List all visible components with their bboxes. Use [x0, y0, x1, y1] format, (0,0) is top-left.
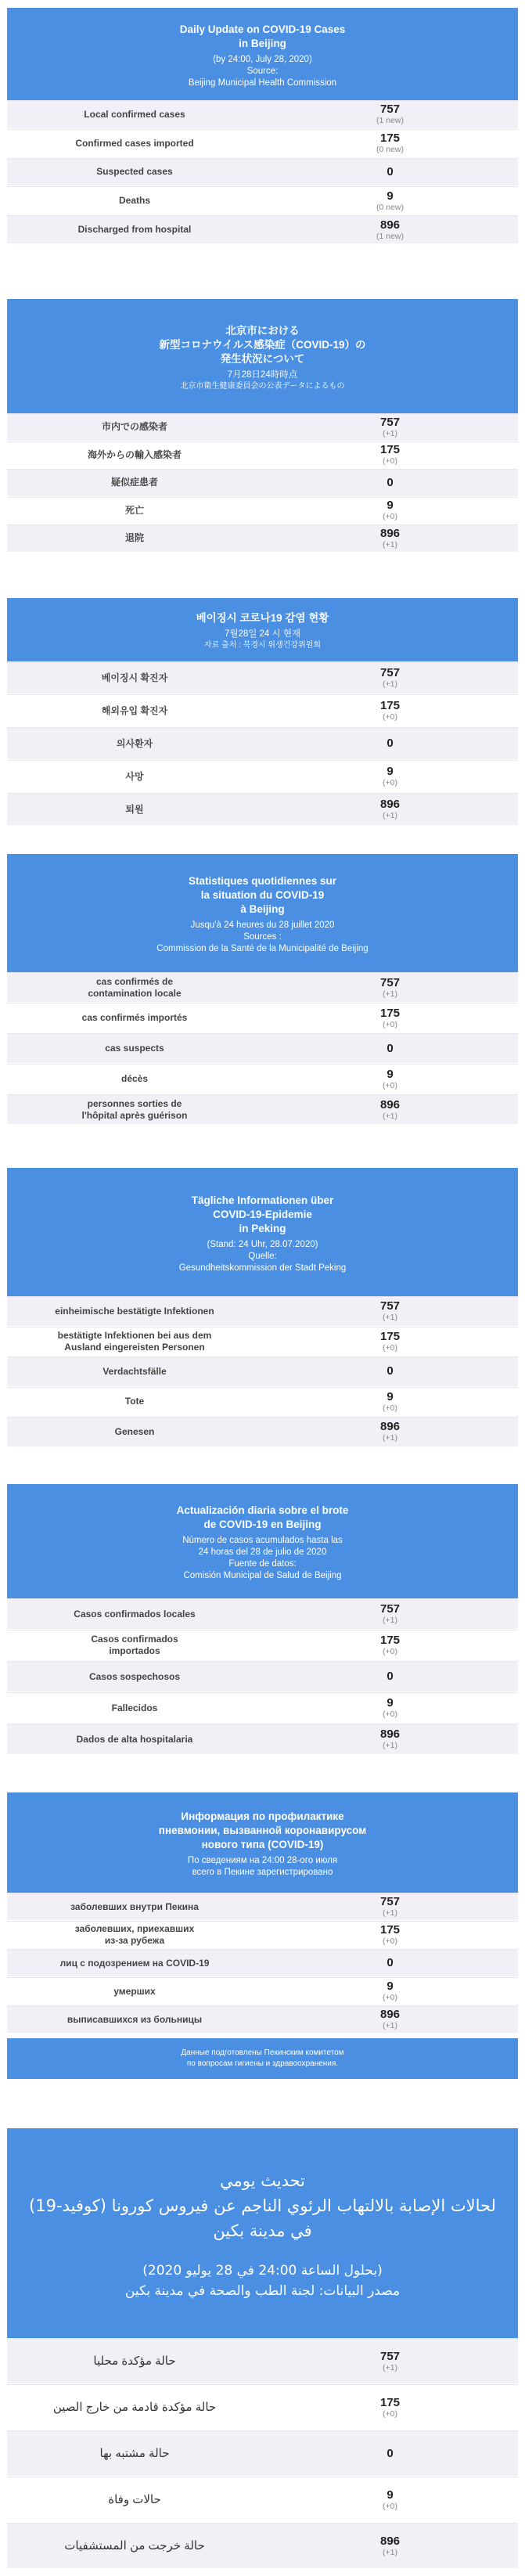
stat-value: 757	[379, 2349, 401, 2363]
stat-label: 사망	[125, 770, 144, 782]
stat-value: 175	[379, 1923, 401, 1937]
stats-table	[7, 972, 518, 1125]
card-header	[7, 1168, 518, 1296]
card-subtitle-line: (بحلول الساعة 24:00 في 28 يوليو 2020)	[142, 2263, 383, 2279]
stat-label: Dados de alta hospitalaria	[76, 1733, 193, 1745]
stat-label: Suspected cases	[96, 166, 173, 178]
stat-value-cell	[262, 1421, 518, 1443]
stat-value-cell	[262, 132, 518, 154]
stat-label: Casos confirmados locales	[74, 1608, 196, 1619]
stat-value-cell	[262, 103, 518, 125]
stats-row	[7, 1003, 518, 1033]
card-subtitle-line: (Stand: 24 Uhr, 28.07.2020)	[207, 1239, 318, 1249]
stats-row	[7, 1692, 518, 1724]
stat-value-cell	[262, 1670, 518, 1683]
stat-value: 896	[379, 218, 401, 232]
card-subtitle-line: всего в Пекине зарегистрировано	[192, 1868, 333, 1877]
stats-row	[7, 158, 518, 187]
card-title: Daily Update on COVID-19 Cases in Beijing	[179, 23, 346, 49]
card-subtitle-line: Gesundheitskommission der Stadt Peking	[178, 1263, 347, 1273]
card-subtitle-line: (by 24:00, July 28, 2020)	[213, 54, 312, 64]
stat-label: حالة مؤكدة قادمة من خارج الصين	[52, 2401, 217, 2414]
stat-value-cell	[262, 1634, 518, 1656]
stat-value-cell	[262, 166, 518, 178]
stats-row	[7, 1630, 518, 1661]
stat-value: 757	[379, 415, 401, 429]
stat-label: выписавшихся из больницы	[67, 2013, 203, 2025]
stats-table	[7, 2338, 518, 2569]
stat-value: 175	[379, 1634, 401, 1647]
stats-table	[7, 1296, 518, 1447]
stat-label: 市内での感染者	[101, 421, 167, 433]
card-subtitle-line: Jusqu'à 24 heures du 28 juillet 2020	[190, 921, 335, 930]
card-header	[7, 2128, 518, 2338]
stat-value-cell	[262, 1391, 518, 1413]
stats-table	[7, 1893, 518, 2034]
stats-row	[7, 2005, 518, 2034]
stat-label: cas suspects	[105, 1043, 164, 1054]
stat-value-cell	[262, 977, 518, 999]
stat-label: Confirmed cases imported	[75, 137, 194, 149]
stats-row	[7, 727, 518, 760]
stat-value: 757	[379, 666, 401, 679]
stats-row	[7, 1893, 518, 1921]
stat-value: 757	[379, 975, 401, 989]
stats-row	[7, 1296, 518, 1327]
stat-change: (+1)	[383, 1111, 397, 1121]
stat-change: (+0)	[383, 1993, 397, 2002]
stat-value-cell	[262, 1697, 518, 1719]
stat-value-cell	[262, 1603, 518, 1625]
stats-row	[7, 1661, 518, 1692]
stat-value-cell	[262, 2489, 518, 2511]
stat-change: (+1)	[383, 539, 397, 549]
stats-row	[7, 760, 518, 793]
card-header	[7, 854, 518, 972]
stats-row	[7, 2523, 518, 2569]
stat-change: (+0)	[383, 1342, 397, 1353]
stat-value: 175	[379, 132, 401, 146]
stat-value: 757	[379, 103, 401, 117]
stat-value: 9	[387, 1389, 394, 1403]
card-title: Tägliche Informationen über COVID-19-Epidemie in Peking	[191, 1194, 334, 1234]
stat-change: (+1)	[383, 2362, 397, 2372]
stat-label: 疑似症患者	[110, 477, 158, 488]
stats-row	[7, 972, 518, 1003]
stat-value-cell	[262, 190, 518, 212]
stats-row	[7, 1033, 518, 1064]
stats-row	[7, 2430, 518, 2477]
card-subtitle-line: Comisión Municipal de Salud de Beijing	[183, 1571, 342, 1580]
card-subtitle-line: 北京市衛生健康委員会の公表データによるもの	[180, 381, 345, 391]
card-header	[7, 8, 518, 100]
stats-row	[7, 413, 518, 441]
stat-value: 9	[387, 189, 394, 203]
card-subtitle-line: Número de casos acumulados hasta las	[182, 1536, 343, 1545]
stat-value: 0	[387, 164, 394, 178]
stat-value-cell	[262, 2448, 518, 2460]
stats-row	[7, 497, 518, 525]
stat-label: умерших	[113, 1985, 156, 1997]
stat-change: (+0)	[383, 1080, 397, 1090]
stat-label: Tote	[124, 1396, 145, 1407]
card-header	[7, 299, 518, 413]
stat-value-cell	[262, 1043, 518, 1055]
stat-value-cell	[262, 1068, 518, 1090]
stat-value-cell	[262, 1980, 518, 2002]
stat-change: (+1)	[383, 811, 397, 820]
card-subtitle-line: Beijing Municipal Health Commission	[188, 77, 337, 88]
stat-value: 9	[387, 2488, 394, 2502]
stat-label: حالة مؤكدة محليا	[93, 2354, 176, 2368]
stats-row	[7, 694, 518, 727]
stat-change: (+1)	[383, 428, 397, 438]
stats-row	[7, 1598, 518, 1630]
card-header	[7, 598, 518, 661]
stat-label: cas confirmés importés	[81, 1012, 188, 1023]
stat-change: (+0)	[383, 2408, 397, 2419]
stat-change: (+1)	[383, 1908, 397, 1918]
card-subtitle-line: Quelle:	[248, 1251, 277, 1261]
stat-value-cell	[262, 1728, 518, 1750]
card-title: Информация по профилактике пневмонии, вызванной коронавирусом нового типа (COVID-19)	[158, 1810, 367, 1850]
stats-row	[7, 524, 518, 553]
stat-value-cell	[262, 1924, 518, 1946]
stat-value-cell	[262, 1365, 518, 1378]
stat-change: (+0)	[383, 778, 397, 787]
stat-label: Deaths	[118, 195, 150, 207]
stat-change: (+0)	[383, 1647, 397, 1656]
update-card-de	[7, 1168, 518, 1447]
stats-row	[7, 215, 518, 244]
update-card-ru	[7, 1792, 518, 2079]
stat-change: (+0)	[383, 1710, 397, 1719]
stat-value: 896	[379, 526, 401, 540]
stat-change: (+1)	[383, 2021, 397, 2030]
card-title: تحديث يومي لحالات الإصابة بالالتهاب الرئوي الناجم عن فيروس كورونا (كوفيد-19) في مدينة بكين	[29, 2171, 496, 2240]
stats-row	[7, 1356, 518, 1387]
stats-row	[7, 2338, 518, 2384]
stat-value-cell	[262, 798, 518, 820]
stat-value-cell	[262, 219, 518, 241]
stat-value: 0	[387, 1364, 394, 1378]
stat-label: cas confirmés de contamination locale	[88, 975, 182, 999]
stat-value-cell	[262, 766, 518, 787]
stat-value: 0	[387, 737, 394, 750]
stat-value: 175	[379, 1329, 401, 1343]
card-subtitle-line: Fuente de datos:	[228, 1559, 297, 1569]
stat-change: (+0)	[383, 512, 397, 522]
stat-label: حالات وفاة	[108, 2493, 161, 2506]
stat-label: حالة خرجت من المستشفيات	[64, 2539, 205, 2553]
stats-row	[7, 793, 518, 826]
update-card-fr	[7, 854, 518, 1125]
card-header	[7, 1792, 518, 1893]
stats-row	[7, 100, 518, 129]
card-subtitle-line: По сведениям на 24:00 28-ого июля	[187, 1856, 338, 1865]
stats-row	[7, 469, 518, 497]
stats-row	[7, 2384, 518, 2430]
stat-value-cell	[262, 2397, 518, 2419]
stat-value: 896	[379, 1420, 401, 1434]
stat-change: (+0)	[383, 712, 397, 722]
stat-change: (+0)	[383, 1937, 397, 1946]
stat-value: 896	[379, 1097, 401, 1111]
stat-value-cell	[262, 1957, 518, 1969]
stat-value: 757	[379, 1895, 401, 1908]
stat-value: 0	[387, 1956, 394, 1969]
stat-change: (+0)	[383, 456, 397, 467]
update-card-ko	[7, 598, 518, 826]
stats-row	[7, 129, 518, 158]
stat-change: (+1)	[383, 1616, 397, 1625]
stats-row	[7, 186, 518, 215]
card-subtitle-line: Commission de la Santé de la Municipalité de Beijing	[156, 944, 369, 953]
card-footer-note: Данные подготовлены Пекинским комитетом по вопросам гигиены и здравоохранения.	[7, 2038, 518, 2079]
card-subtitle-line: 24 horas del 28 de julio de 2020	[198, 1547, 327, 1557]
stat-label: 퇴원	[125, 803, 144, 815]
stat-value: 896	[379, 2008, 401, 2021]
update-card-ar	[7, 2128, 518, 2569]
stat-value: 9	[387, 1067, 394, 1081]
stat-change: (0 new)	[376, 202, 404, 212]
stat-value: 175	[379, 699, 401, 712]
stat-value: 9	[387, 1980, 394, 1993]
stats-table	[7, 1598, 518, 1755]
stat-label: лиц с подозрением на COVID-19	[59, 1957, 210, 1969]
stat-change: (+0)	[383, 2501, 397, 2511]
stat-label: حالة مشتبه بها	[99, 2447, 170, 2460]
stats-row	[7, 1417, 518, 1447]
card-subtitle-line: 7월28일 24 시 현재	[224, 629, 301, 639]
stat-value-cell	[262, 700, 518, 722]
stat-value: 0	[387, 1041, 394, 1055]
stat-change: (1 new)	[376, 231, 404, 241]
stats-row	[7, 1949, 518, 1977]
card-title: 北京市における 新型コロナウイルス感染症（COVID-19）の 発生状況について	[159, 324, 366, 365]
stat-value: 896	[379, 1728, 401, 1741]
stat-value-cell	[262, 2535, 518, 2557]
stat-value: 9	[387, 499, 394, 513]
stat-value-cell	[262, 1331, 518, 1353]
stat-value: 175	[379, 2395, 401, 2409]
stat-value: 757	[379, 1602, 401, 1616]
stat-change: (+1)	[383, 1313, 397, 1323]
stat-change: (+1)	[383, 679, 397, 689]
stats-row	[7, 1724, 518, 1755]
stats-table	[7, 661, 518, 826]
stat-value-cell	[262, 477, 518, 489]
stat-change: (+1)	[383, 1433, 397, 1443]
stat-value-cell	[262, 2351, 518, 2372]
card-header	[7, 1484, 518, 1598]
stats-row	[7, 661, 518, 694]
stat-value: 0	[387, 2446, 394, 2460]
update-card-es	[7, 1484, 518, 1755]
stat-value: 0	[387, 1670, 394, 1683]
stat-label: 의사환자	[116, 737, 153, 749]
stats-row	[7, 1064, 518, 1094]
stat-label: заболевших внутри Пекина	[70, 1900, 199, 1912]
update-card-en	[7, 8, 518, 244]
stat-label: Fallecidos	[111, 1702, 158, 1713]
stat-value-cell	[262, 1099, 518, 1121]
stat-value: 9	[387, 1696, 394, 1710]
stat-label: заболевших, приехавших из-за рубежа	[74, 1923, 195, 1946]
stat-label: 退院	[124, 532, 144, 544]
stat-value: 175	[379, 1006, 401, 1020]
stat-change: (+1)	[383, 2547, 397, 2557]
stats-row	[7, 1327, 518, 1357]
stat-value-cell	[262, 499, 518, 521]
stats-table	[7, 100, 518, 244]
stats-row	[7, 1977, 518, 2005]
stat-value-cell	[262, 737, 518, 750]
stat-label: Local confirmed cases	[84, 108, 185, 120]
stat-value: 0	[387, 475, 394, 489]
card-title: Statistiques quotidiennes sur la situation du COVID-19 à Beijing	[188, 875, 337, 915]
stat-value: 896	[379, 798, 401, 811]
stat-change: (1 new)	[376, 116, 404, 126]
stat-label: bestätigte Infektionen bei aus dem Ausland eingereisten Personen	[57, 1329, 212, 1353]
stat-value: 896	[379, 2534, 401, 2548]
stat-change: (+0)	[383, 1019, 397, 1029]
stat-label: Casos confirmados importados	[91, 1634, 178, 1656]
stat-value-cell	[262, 1300, 518, 1322]
stat-value-cell	[262, 1007, 518, 1029]
stats-row	[7, 1094, 518, 1125]
update-card-ja	[7, 299, 518, 553]
card-title: 베이징시 코로나19 감염 현황	[196, 612, 329, 624]
stat-change: (+0)	[383, 1403, 397, 1413]
card-subtitle-line: 자료 출처 : 북경시 위생건강위원회	[203, 641, 322, 650]
stat-label: Genesen	[114, 1425, 155, 1437]
stat-label: 死亡	[124, 504, 144, 516]
stats-row	[7, 441, 518, 470]
stat-value-cell	[262, 667, 518, 689]
card-subtitle-line: Sources :	[243, 932, 282, 942]
card-title: Actualización diaria sobre el brote de COVID-19 en Beijing	[176, 1504, 349, 1530]
stat-label: 海外からの輸入感染者	[87, 449, 182, 460]
stat-value: 175	[379, 443, 401, 457]
card-subtitle-line: Source:	[246, 66, 279, 76]
stat-change: (0 new)	[376, 145, 404, 155]
stat-label: Verdachtsfälle	[102, 1365, 167, 1377]
stat-change: (+1)	[383, 1741, 397, 1750]
card-subtitle-line: 7月28日24時時点	[227, 369, 298, 380]
stat-label: Discharged from hospital	[77, 224, 192, 236]
stats-row	[7, 2477, 518, 2523]
stat-value-cell	[262, 444, 518, 466]
card-subtitle-line: مصدر البيانات: لجنة الطب والصحة في مدينة بكين	[124, 2283, 401, 2299]
stat-value: 9	[387, 765, 394, 778]
stat-label: personnes sorties de l'hôpital après guérison	[81, 1097, 188, 1121]
stat-value: 757	[379, 1299, 401, 1313]
stat-value-cell	[262, 1896, 518, 1918]
stat-label: einheimische bestätigte Infektionen	[55, 1305, 214, 1317]
stat-label: 해외유입 확진자	[101, 704, 168, 716]
stat-value-cell	[262, 416, 518, 438]
stats-table	[7, 413, 518, 553]
stat-change: (+1)	[383, 989, 397, 999]
stat-label: décès	[120, 1073, 149, 1084]
stat-label: 베이징시 확진자	[101, 672, 168, 683]
stats-row	[7, 1921, 518, 1949]
stats-row	[7, 1387, 518, 1418]
stat-label: Casos sospechosos	[88, 1670, 181, 1682]
stat-value-cell	[262, 2009, 518, 2030]
stat-value-cell	[262, 528, 518, 549]
